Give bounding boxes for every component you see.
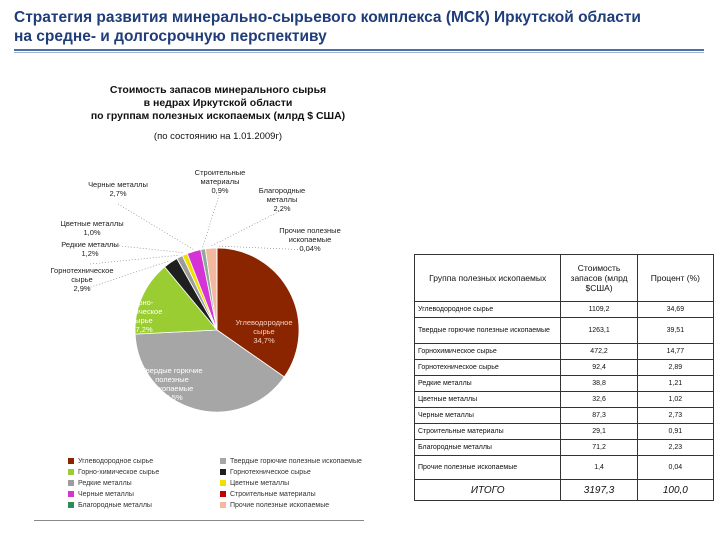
cell-percent: 2,73 — [637, 408, 713, 424]
cell-percent: 0,91 — [637, 424, 713, 440]
legend-label: Прочие полезные ископаемые — [230, 502, 330, 509]
table-row — [415, 344, 714, 360]
cell-value: 71,2 — [561, 440, 637, 456]
pie-slice-label-line: Цветные металлы — [60, 219, 124, 228]
pie-slice-label-line: Строительные — [194, 168, 246, 177]
pie-slice-label-line: 0,04% — [299, 244, 321, 253]
table-row — [415, 302, 714, 318]
legend-item — [220, 480, 289, 487]
pie-slice-label — [52, 219, 132, 237]
cell-group: Горнотехническое сырье — [415, 360, 561, 376]
cell-percent: 1,21 — [637, 376, 713, 392]
pie-slice-label-line: металлы — [266, 195, 298, 204]
pie-slice-label-line: сырье — [71, 275, 93, 284]
pie-slice-label-line: 2,7% — [109, 189, 127, 198]
legend-label: Черные металлы — [78, 491, 134, 498]
pie-slice-label-line: Редкие металлы — [61, 240, 119, 249]
pie-slice-label-line: Твердые горючие — [141, 366, 203, 375]
legend-label: Горнотехническое сырье — [230, 469, 311, 476]
pie-slice-label-line: Горнотехническое — [50, 266, 114, 275]
cell-group: Редкие металлы — [415, 376, 561, 392]
pie-slice-label-line: 2,2% — [273, 204, 291, 213]
chart-title-line: Стоимость запасов минерального сырья — [109, 84, 327, 96]
pie-slice-label — [270, 226, 350, 253]
chart-subtitle: (по состоянию на 1.01.2009г) — [153, 131, 283, 142]
legend-label: Углеводородное сырье — [78, 458, 154, 465]
title-divider-thin — [14, 52, 704, 53]
table-row — [415, 440, 714, 456]
pie-slice-label — [224, 318, 304, 345]
legend-item — [68, 480, 132, 487]
table-row — [415, 318, 714, 344]
cell-group: Черные металлы — [415, 408, 561, 424]
pie-slice-label-line: 34,7% — [253, 336, 275, 345]
legend-item — [220, 458, 362, 465]
table-row — [415, 456, 714, 480]
pie-slice-label-line: полезные — [155, 375, 189, 384]
slide-title-line2: на средне- и долгосрочную перспективу — [14, 28, 327, 45]
legend-item — [68, 469, 159, 476]
pie-slice-label-line: Благородные — [258, 186, 306, 195]
legend-item — [68, 458, 153, 465]
cell-value: 87,3 — [561, 408, 637, 424]
cell-group: Твердые горючие полезные ископаемые — [415, 318, 561, 344]
cell-value: 1,4 — [561, 456, 637, 480]
pie-slice-label — [102, 298, 182, 334]
pie-slice-label — [50, 240, 130, 258]
legend-item — [68, 491, 134, 498]
pie-slice-label-line: 1,0% — [83, 228, 101, 237]
legend-swatch — [220, 458, 226, 464]
legend-item — [220, 502, 329, 509]
chart-frame-line — [34, 520, 364, 521]
table-row — [415, 376, 714, 392]
data-table — [414, 254, 714, 501]
legend-label: Редкие металлы — [78, 480, 132, 487]
legend-swatch — [220, 502, 226, 508]
cell-group: Углеводородное сырье — [415, 302, 561, 318]
pie-slice-label-line: ископаемые — [288, 235, 332, 244]
legend-label: Строительные материалы — [230, 491, 316, 498]
cell-value: 1263,1 — [561, 318, 637, 344]
cell-group: Прочие полезные ископаемые — [415, 456, 561, 480]
legend-label: Цветные металлы — [230, 480, 290, 487]
legend-label: Благородные металлы — [78, 502, 152, 509]
cell-percent: 2,23 — [637, 440, 713, 456]
pie-slice-label-line: 17,2% — [131, 325, 153, 334]
cell-group: Строительные материалы — [415, 424, 561, 440]
pie-slice-label-line: химическое — [121, 307, 163, 316]
total-value: 3197,3 — [561, 480, 637, 501]
header-percent: Процент (%) — [637, 255, 713, 302]
pie-slice-label — [242, 186, 322, 213]
pie-chart-panel — [34, 66, 402, 521]
chart-title-line: по группам полезных ископаемых (млрд $ США) — [90, 110, 346, 122]
header-value: Стоимость запасов (млрд $США) — [561, 255, 637, 302]
pie-slice-label — [78, 180, 158, 198]
pie-slice-label-line: 1,2% — [81, 249, 99, 258]
legend-swatch — [68, 458, 74, 464]
cell-value: 92,4 — [561, 360, 637, 376]
cell-group: Цветные металлы — [415, 392, 561, 408]
title-divider — [14, 49, 704, 51]
legend-item — [220, 491, 316, 498]
pie-slice-label-line: 39,5% — [161, 393, 183, 402]
total-group: ИТОГО — [415, 480, 561, 501]
table-header-row — [415, 255, 714, 302]
pie-slice-label-line: Углеводородное — [235, 318, 293, 327]
pie-slice-label-line: 2,9% — [73, 284, 91, 293]
slide-title-line1: Стратегия развития минерально-сырьевого комплекса (МСК) Иркутской области — [14, 9, 641, 26]
table-row — [415, 408, 714, 424]
pie-slice-label-line: Черные металлы — [88, 180, 148, 189]
pie-slice-label — [42, 266, 122, 293]
cell-percent: 14,77 — [637, 344, 713, 360]
chart-title-line: в недрах Иркутской области — [143, 97, 293, 109]
cell-value: 1109,2 — [561, 302, 637, 318]
pie-slice-label-line: сырье — [131, 316, 153, 325]
cell-percent: 2,89 — [637, 360, 713, 376]
legend-swatch — [220, 469, 226, 475]
pie-slice-label-line: сырье — [253, 327, 275, 336]
header-group: Группа полезных ископаемых — [415, 255, 561, 302]
cell-percent: 39,51 — [637, 318, 713, 344]
pie-slice-label-line: Горно- — [130, 298, 154, 307]
cell-group: Благородные металлы — [415, 440, 561, 456]
table-row — [415, 424, 714, 440]
chart-legend — [34, 458, 364, 518]
legend-swatch — [220, 480, 226, 486]
table-row — [415, 360, 714, 376]
cell-value: 29,1 — [561, 424, 637, 440]
legend-swatch — [68, 469, 74, 475]
legend-item — [68, 502, 152, 509]
cell-value: 472,2 — [561, 344, 637, 360]
pie-leader-line — [203, 192, 220, 247]
legend-swatch — [68, 480, 74, 486]
total-percent: 100,0 — [637, 480, 713, 501]
table-total-row — [415, 480, 714, 501]
legend-label: Твердые горючие полезные ископаемые — [230, 458, 362, 465]
legend-swatch — [220, 491, 226, 497]
cell-percent: 0,04 — [637, 456, 713, 480]
pie-slice-label-line: 0,9% — [211, 186, 229, 195]
table-row — [415, 392, 714, 408]
legend-item — [220, 469, 311, 476]
legend-label: Горно-химическое сырье — [78, 469, 160, 476]
pie-slice-label-line: Прочие полезные — [279, 226, 341, 235]
cell-value: 32,6 — [561, 392, 637, 408]
legend-swatch — [68, 491, 74, 497]
pie-slice-label — [132, 366, 212, 402]
slide-title — [14, 8, 704, 46]
pie-slice-label-line: ископаемые — [150, 384, 194, 393]
cell-value: 38,8 — [561, 376, 637, 392]
legend-swatch — [68, 502, 74, 508]
cell-group: Горнохимическое сырье — [415, 344, 561, 360]
pie-slice-label-line: материалы — [200, 177, 240, 186]
cell-percent: 34,69 — [637, 302, 713, 318]
cell-percent: 1,02 — [637, 392, 713, 408]
